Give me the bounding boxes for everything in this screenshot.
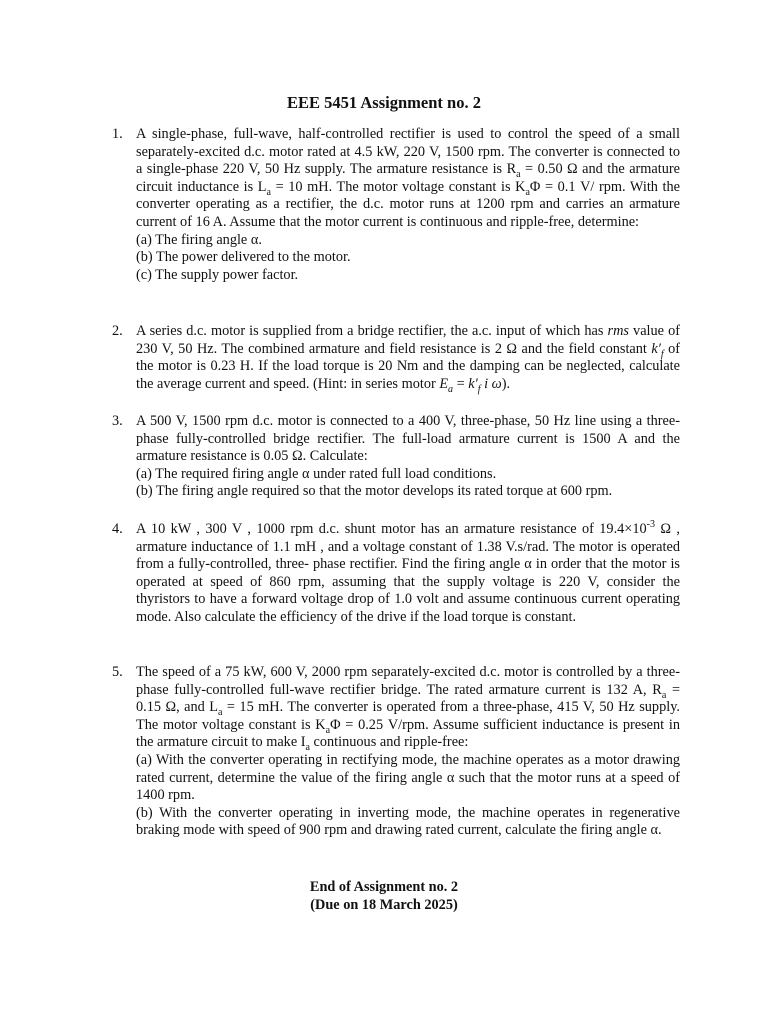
question-part: (a) With the converter operating in rectifying mode, the machine operates as a motor drawing rated current, determine the value of the firing angle α such that the motor runs at a speed of 1400 rpm.: [136, 751, 680, 804]
question-number: 1.: [112, 126, 123, 142]
question-number: 3.: [112, 413, 123, 429]
question-text: A series d.c. motor is supplied from a bridge rectifier, the a.c. input of which has rms value of 230 V, 50 Hz. The combined armature and field resistance is 2 Ω and the field constant $k'_f$ of the motor is 0.23 H. If the load torque is 20 Nm and the damping can be neglected, calculate the average current and speed. (Hint: in series motor $E_a = k'_f$ i ω).: [136, 323, 681, 395]
page-title: EEE 5451 Assignment no. 2: [287, 93, 481, 112]
question-part: (b) With the converter operating in inverting mode, the machine operates in regenerative braking mode with speed of 900 rpm and drawing rated current, calculate the firing angle α.: [136, 804, 680, 839]
question-part: (a) The firing angle α.: [136, 231, 262, 248]
question-text: A single-phase, full-wave, half-controlled rectifier is used to control the speed of a small separately-excited d.c. motor rated at 4.5 kW, 220 V, 1500 rpm. The converter is connected to a single-phase 220 V, 50 Hz supply. The armature resistance is $R_a = 0.50$ Ω and the armature circuit inductance is $L_a = 10$ mH. The motor voltage constant is $K_a\Phi = 0.1$ V/ rpm. With the converter operating as a rectifier, the d.c. motor runs at 1200 rpm and carries an armature current of 16 A. Assume that the motor current is continuous and ripple-free, determine:: [136, 126, 681, 230]
question-1: [112, 126, 680, 284]
question-5: [112, 664, 680, 840]
question-number: 5.: [112, 664, 123, 680]
footer: [0, 878, 768, 914]
question-part: (b) The power delivered to the motor.: [136, 249, 351, 266]
question-3: [112, 413, 680, 501]
question-text: A 10 kW , 300 V , 1000 rpm d.c. shunt motor has an armature resistance of $19.4\times 10^{-3}$ Ω , armature inductance of 1.1 mH , and a voltage constant of 1.38 V.s/rad. The motor is operated from a fully-controlled, three- phase rectifier. Find the firing angle α in order that the motor is operated at speed of 860 rpm, assuming that the supply voltage is 220 V, consider the thyristors to have a forward voltage drop of 1.0 volt and assume continuous current operating mode. Also calculate the efficiency of the drive if the load torque is constant.: [136, 519, 680, 625]
footer-end-line: End of Assignment no. 2: [309, 879, 459, 895]
question-number: 2.: [112, 323, 123, 339]
question-part: (a) The required firing angle α under rated full load conditions.: [136, 465, 497, 482]
question-text: A 500 V, 1500 rpm d.c. motor is connected to a 400 V, three-phase, 50 Hz line using a three-phase fully-controlled bridge rectifier. The full-load armature current is 1500 A and the armature resistance is 0.05 Ω. Calculate:: [136, 413, 680, 465]
question-text: The speed of a 75 kW, 600 V, 2000 rpm separately-excited d.c. motor is controlled by a three-phase fully-controlled full-wave rectifier bridge. The rated armature current is 132 A, $R_a = 0.15$ Ω, and $L_a = 15$ mH. The converter is operated from a three-phase, 415 V, 50 Hz supply. The motor voltage constant is $K_a\Phi = 0.25$ V/rpm. Assume sufficient inductance is present in the armature circuit to make $I_a$ continuous and ripple-free:: [136, 664, 681, 754]
question-part: (c) The supply power factor.: [136, 266, 299, 283]
question-number: 4.: [112, 521, 123, 537]
question-part: (b) The firing angle required so that the motor develops its rated torque at 600 rpm.: [136, 483, 613, 500]
question-2: [112, 323, 680, 393]
footer-due-date: (Due on 18 March 2025): [310, 897, 458, 913]
question-4: [112, 521, 680, 627]
